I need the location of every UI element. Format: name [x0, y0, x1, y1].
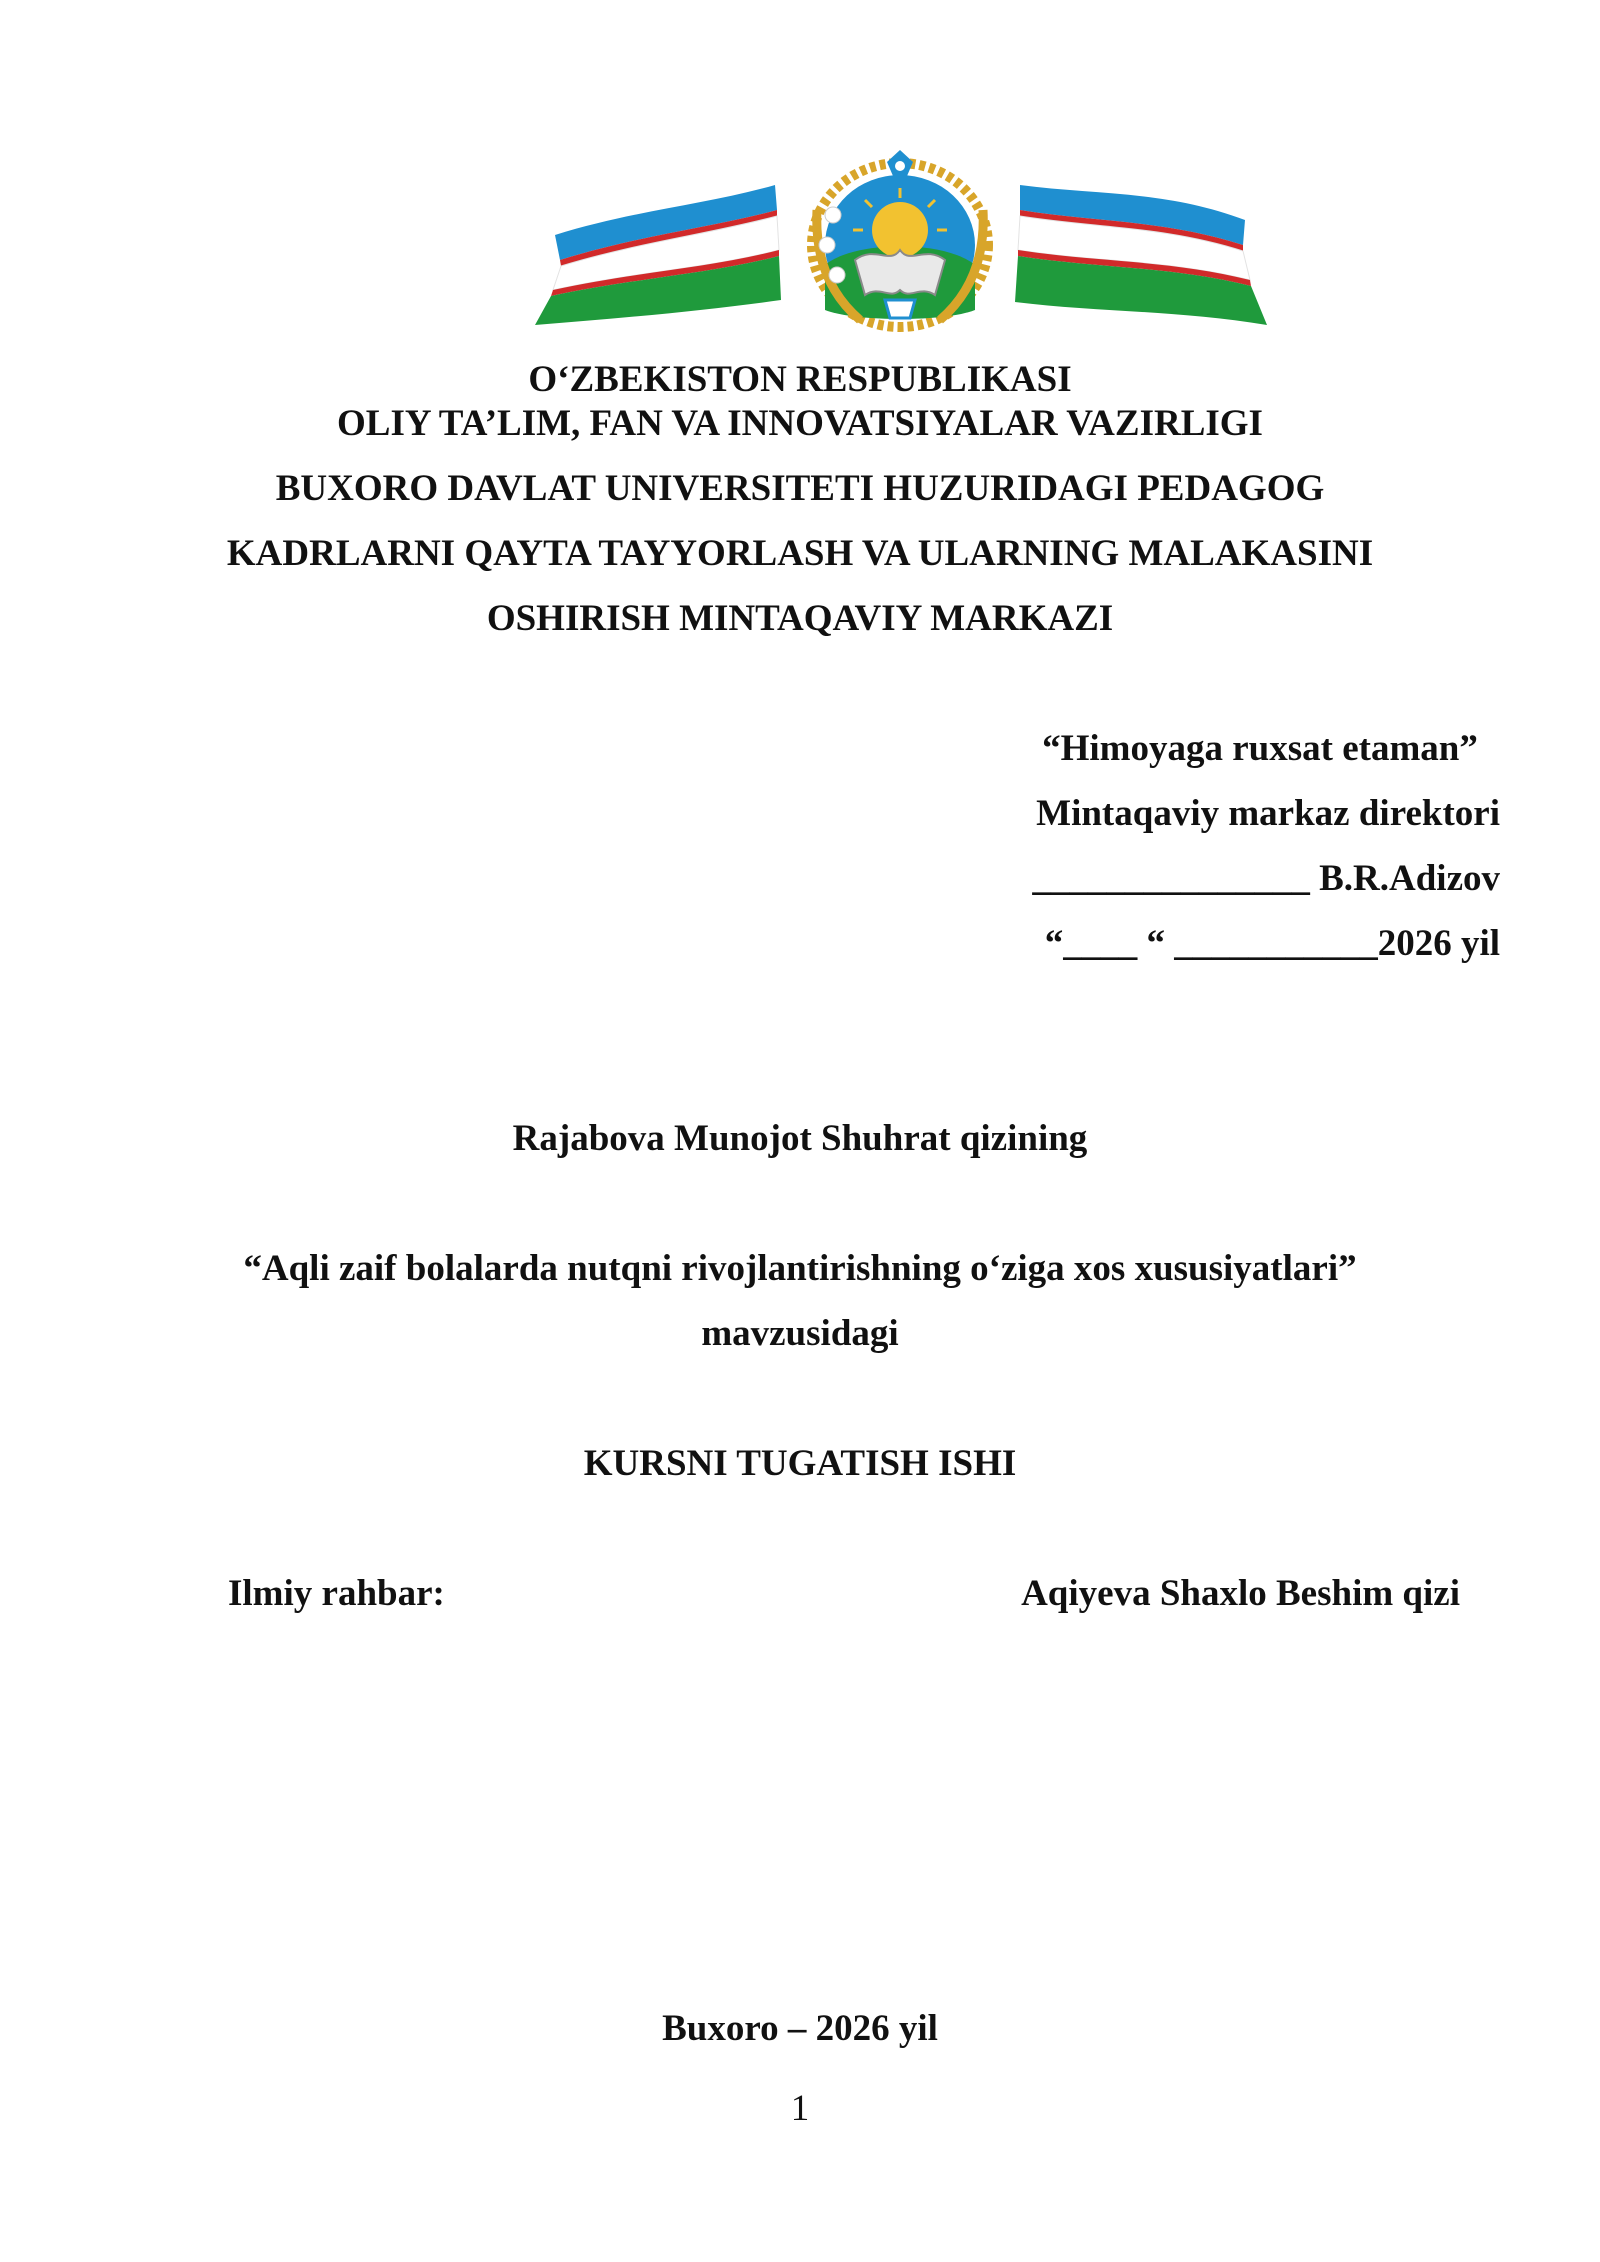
approval-title: “Himoyaga ruxsat etaman” [1042, 728, 1478, 769]
work-type: KURSNI TUGATISH ISHI [583, 1443, 1017, 1484]
header-line-center: OSHIRISH MINTAQAVIY MARKAZI [486, 598, 1114, 639]
approval-signature-line: _______________ B.R.Adizov [1032, 858, 1500, 899]
right-flag-wave [1015, 185, 1267, 325]
emblem-flag-banner-icon [515, 150, 1285, 335]
page-number: 1 [790, 2088, 810, 2129]
topic-title: “Aqli zaif bolalarda nutqni rivojlantirishning o‘ziga xos xususiyatlari” [243, 1248, 1357, 1289]
header-line-retraining: KADRLARNI QAYTA TAYYORLASH VA ULARNING MALAKASINI [226, 533, 1374, 574]
author-name: Rajabova Munojot Shuhrat qizining [512, 1118, 1088, 1159]
header-line-country: O‘ZBEKISTON RESPUBLIKASI [528, 359, 1072, 400]
header-line-ministry: OLIY TA’LIM, FAN VA INNOVATSIYALAR VAZIRLIGI [337, 403, 1263, 444]
approval-date-line: “____ “ ___________2026 yil [1044, 923, 1500, 964]
place-year: Buxoro – 2026 yil [662, 2008, 938, 2049]
approval-position: Mintaqaviy markaz direktori [1036, 793, 1500, 834]
header-line-university: BUXORO DAVLAT UNIVERSITETI HUZURIDAGI PEDAGOG [275, 468, 1325, 509]
supervisor-name: Aqiyeva Shaxlo Beshim qizi [1021, 1573, 1460, 1614]
left-flag-wave [535, 185, 781, 325]
supervisor-label: Ilmiy rahbar: [228, 1573, 445, 1614]
topic-suffix: mavzusidagi [701, 1313, 899, 1354]
state-emblem [808, 150, 992, 332]
